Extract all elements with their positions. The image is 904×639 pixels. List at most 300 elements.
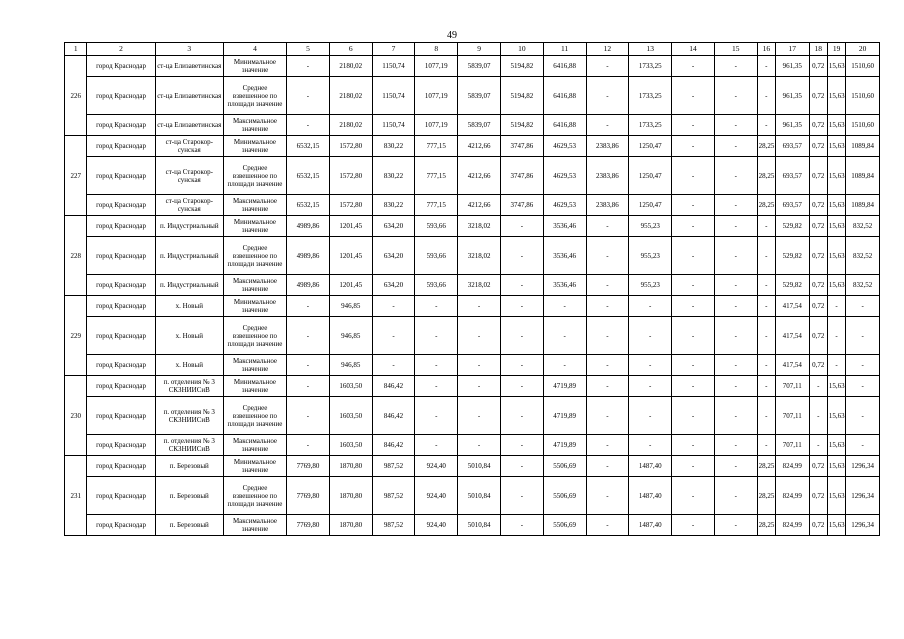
- table-cell: -: [586, 355, 629, 376]
- table-cell: 1603,50: [329, 435, 372, 456]
- table-cell: п. Березовый: [155, 515, 223, 536]
- table-cell: 15,63: [827, 477, 845, 515]
- table-cell: -: [500, 216, 543, 237]
- table-cell: -: [757, 317, 775, 355]
- table-cell: -: [458, 435, 501, 456]
- table-cell: -: [629, 435, 672, 456]
- table-cell: -: [714, 136, 757, 157]
- table-cell: 7769,80: [287, 515, 330, 536]
- table-cell: 15,63: [827, 435, 845, 456]
- table-cell: 28,25: [757, 477, 775, 515]
- table-cell: 830,22: [372, 136, 415, 157]
- table-cell: -: [287, 376, 330, 397]
- table-cell: п. отделения № 3 СКЗНИИСиВ: [155, 376, 223, 397]
- table-cell: 3218,02: [458, 237, 501, 275]
- table-cell: 1201,45: [329, 216, 372, 237]
- table-cell: 1250,47: [629, 136, 672, 157]
- table-row: [65, 435, 880, 456]
- table-cell: -: [586, 77, 629, 115]
- table-cell: 1870,80: [329, 456, 372, 477]
- table-cell: 15,63: [827, 115, 845, 136]
- table-cell: 593,66: [415, 237, 458, 275]
- column-header: 6: [329, 43, 372, 56]
- table-cell: -: [500, 237, 543, 275]
- table-cell: 6416,88: [543, 77, 586, 115]
- table-cell: 4719,89: [543, 397, 586, 435]
- table-cell: -: [287, 115, 330, 136]
- table-cell: 15,63: [827, 136, 845, 157]
- table-cell: -: [672, 195, 715, 216]
- row-number: 229: [65, 296, 87, 376]
- table-cell: 15,63: [827, 237, 845, 275]
- table-cell: -: [672, 275, 715, 296]
- table-cell: 824,99: [775, 515, 809, 536]
- table-cell: -: [672, 77, 715, 115]
- table-cell: 634,20: [372, 237, 415, 275]
- table-cell: 15,63: [827, 376, 845, 397]
- table-cell: -: [672, 216, 715, 237]
- table-cell: город Краснодар: [87, 56, 155, 77]
- table-cell: 1077,19: [415, 56, 458, 77]
- table-cell: -: [672, 115, 715, 136]
- table-cell: 5010,84: [458, 515, 501, 536]
- row-number: 226: [65, 56, 87, 136]
- table-cell: 28,25: [757, 515, 775, 536]
- table-cell: ст-ца Старокор-сунская: [155, 157, 223, 195]
- column-header: 11: [543, 43, 586, 56]
- table-cell: -: [415, 355, 458, 376]
- table-cell: -: [846, 397, 880, 435]
- table-cell: 4212,66: [458, 136, 501, 157]
- table-cell: Минимальное значение: [223, 296, 286, 317]
- table-cell: -: [809, 397, 827, 435]
- table-cell: 5506,69: [543, 515, 586, 536]
- table-cell: 946,85: [329, 355, 372, 376]
- row-number: 231: [65, 456, 87, 536]
- table-cell: -: [714, 56, 757, 77]
- table-cell: 2383,86: [586, 157, 629, 195]
- table-row: [65, 477, 880, 515]
- table-cell: 2383,86: [586, 136, 629, 157]
- column-header: 5: [287, 43, 330, 56]
- table-cell: 1250,47: [629, 195, 672, 216]
- table-cell: 15,63: [827, 515, 845, 536]
- table-cell: -: [672, 157, 715, 195]
- table-cell: город Краснодар: [87, 275, 155, 296]
- table-cell: город Краснодар: [87, 195, 155, 216]
- table-cell: 15,63: [827, 397, 845, 435]
- table-cell: 5839,07: [458, 77, 501, 115]
- column-header: 20: [846, 43, 880, 56]
- table-cell: -: [672, 355, 715, 376]
- table-cell: 1487,40: [629, 515, 672, 536]
- table-cell: ст-ца Старокор-сунская: [155, 195, 223, 216]
- table-cell: 946,85: [329, 317, 372, 355]
- table-cell: -: [629, 397, 672, 435]
- table-cell: -: [586, 435, 629, 456]
- column-header: 7: [372, 43, 415, 56]
- table-cell: -: [586, 317, 629, 355]
- table-cell: 7769,80: [287, 456, 330, 477]
- table-cell: -: [757, 296, 775, 317]
- table-row: [65, 456, 880, 477]
- table-cell: Максимальное значение: [223, 515, 286, 536]
- table-cell: -: [415, 397, 458, 435]
- table-cell: -: [372, 355, 415, 376]
- table-cell: -: [714, 515, 757, 536]
- table-cell: -: [500, 515, 543, 536]
- column-header: 12: [586, 43, 629, 56]
- table-cell: 4629,53: [543, 136, 586, 157]
- table-cell: -: [672, 435, 715, 456]
- table-cell: город Краснодар: [87, 477, 155, 515]
- table-cell: 5010,84: [458, 477, 501, 515]
- table-cell: -: [672, 397, 715, 435]
- table-cell: 1077,19: [415, 77, 458, 115]
- table-cell: ст-ца Елизаветинская: [155, 77, 223, 115]
- table-cell: 830,22: [372, 195, 415, 216]
- table-cell: -: [846, 355, 880, 376]
- table-cell: 4629,53: [543, 157, 586, 195]
- table-cell: 4989,86: [287, 237, 330, 275]
- table-cell: 0,72: [809, 157, 827, 195]
- table-cell: 0,72: [809, 296, 827, 317]
- table-cell: -: [827, 317, 845, 355]
- table-cell: -: [809, 376, 827, 397]
- table-cell: -: [714, 376, 757, 397]
- table-cell: 0,72: [809, 56, 827, 77]
- table-cell: -: [500, 477, 543, 515]
- table-cell: -: [757, 56, 775, 77]
- table-cell: -: [458, 397, 501, 435]
- table-cell: 5839,07: [458, 56, 501, 77]
- table-cell: -: [672, 515, 715, 536]
- column-header: 18: [809, 43, 827, 56]
- table-cell: -: [757, 376, 775, 397]
- table-cell: 0,72: [809, 515, 827, 536]
- table-cell: -: [672, 296, 715, 317]
- table-cell: 15,63: [827, 456, 845, 477]
- table-row: [65, 397, 880, 435]
- table-cell: -: [757, 115, 775, 136]
- table-cell: -: [586, 456, 629, 477]
- table-cell: 1572,80: [329, 195, 372, 216]
- table-cell: -: [714, 317, 757, 355]
- table-cell: 1572,80: [329, 157, 372, 195]
- table-cell: 961,35: [775, 115, 809, 136]
- table-cell: 6416,88: [543, 115, 586, 136]
- table-cell: х. Новый: [155, 317, 223, 355]
- table-cell: 3536,46: [543, 275, 586, 296]
- table-cell: 1733,25: [629, 115, 672, 136]
- table-cell: 955,23: [629, 275, 672, 296]
- table-cell: город Краснодар: [87, 216, 155, 237]
- table-cell: 1296,34: [846, 477, 880, 515]
- table-cell: 693,57: [775, 157, 809, 195]
- table-cell: -: [543, 317, 586, 355]
- table-cell: 3536,46: [543, 216, 586, 237]
- table-cell: -: [714, 157, 757, 195]
- table-cell: -: [757, 435, 775, 456]
- table-cell: 693,57: [775, 195, 809, 216]
- column-header: 13: [629, 43, 672, 56]
- table-cell: -: [500, 296, 543, 317]
- table-cell: город Краснодар: [87, 456, 155, 477]
- table-cell: -: [757, 397, 775, 435]
- table-cell: город Краснодар: [87, 515, 155, 536]
- table-cell: -: [714, 115, 757, 136]
- table-cell: 832,52: [846, 275, 880, 296]
- table-cell: п. отделения № 3 СКЗНИИСиВ: [155, 397, 223, 435]
- table-cell: -: [846, 435, 880, 456]
- table-cell: -: [714, 477, 757, 515]
- table-cell: 777,15: [415, 157, 458, 195]
- table-cell: 634,20: [372, 216, 415, 237]
- table-cell: 15,63: [827, 56, 845, 77]
- table-cell: 987,52: [372, 477, 415, 515]
- table-cell: 3747,86: [500, 136, 543, 157]
- table-cell: ст-ца Елизаветинская: [155, 56, 223, 77]
- table-cell: -: [586, 397, 629, 435]
- table-row: [65, 296, 880, 317]
- table-cell: 846,42: [372, 435, 415, 456]
- table-cell: п. Индустриальный: [155, 275, 223, 296]
- table-cell: -: [714, 237, 757, 275]
- table-cell: город Краснодар: [87, 376, 155, 397]
- table-cell: 529,82: [775, 275, 809, 296]
- table-cell: 5506,69: [543, 456, 586, 477]
- table-cell: 846,42: [372, 376, 415, 397]
- table-cell: 28,25: [757, 456, 775, 477]
- table-cell: 1510,60: [846, 77, 880, 115]
- table-cell: 593,66: [415, 216, 458, 237]
- table-cell: 0,72: [809, 216, 827, 237]
- table-row: [65, 216, 880, 237]
- table-cell: 0,72: [809, 355, 827, 376]
- table-cell: 2180,02: [329, 56, 372, 77]
- column-header: 14: [672, 43, 715, 56]
- table-cell: -: [672, 56, 715, 77]
- table-cell: 832,52: [846, 216, 880, 237]
- table-cell: 777,15: [415, 136, 458, 157]
- table-cell: 832,52: [846, 237, 880, 275]
- table-cell: 4989,86: [287, 216, 330, 237]
- table-cell: 6532,15: [287, 136, 330, 157]
- table-cell: -: [757, 237, 775, 275]
- table-cell: 946,85: [329, 296, 372, 317]
- table-cell: 417,54: [775, 296, 809, 317]
- table-cell: 0,72: [809, 136, 827, 157]
- table-cell: -: [500, 376, 543, 397]
- table-cell: 3747,86: [500, 195, 543, 216]
- table-cell: 417,54: [775, 317, 809, 355]
- column-header: 3: [155, 43, 223, 56]
- table-cell: 4989,86: [287, 275, 330, 296]
- table-cell: 28,25: [757, 157, 775, 195]
- table-cell: 1250,47: [629, 157, 672, 195]
- table-cell: Среднее взвешенное по площади значение: [223, 77, 286, 115]
- table-cell: 3218,02: [458, 275, 501, 296]
- table-cell: -: [757, 77, 775, 115]
- table-cell: -: [586, 275, 629, 296]
- table-cell: город Краснодар: [87, 355, 155, 376]
- table-cell: 4629,53: [543, 195, 586, 216]
- table-cell: 3536,46: [543, 237, 586, 275]
- table-cell: 1572,80: [329, 136, 372, 157]
- table-cell: 1487,40: [629, 477, 672, 515]
- table-cell: Максимальное значение: [223, 435, 286, 456]
- table-cell: 830,22: [372, 157, 415, 195]
- table-cell: 634,20: [372, 275, 415, 296]
- table-cell: -: [287, 435, 330, 456]
- table-cell: -: [287, 77, 330, 115]
- table-cell: п. Березовый: [155, 456, 223, 477]
- table-cell: 1077,19: [415, 115, 458, 136]
- table-cell: 4719,89: [543, 435, 586, 456]
- table-cell: 5194,82: [500, 115, 543, 136]
- table-cell: -: [714, 296, 757, 317]
- table-cell: -: [372, 317, 415, 355]
- table-cell: город Краснодар: [87, 136, 155, 157]
- table-cell: -: [672, 237, 715, 275]
- table-cell: п. Индустриальный: [155, 237, 223, 275]
- table-cell: -: [672, 376, 715, 397]
- table-cell: 28,25: [757, 195, 775, 216]
- table-cell: п. Березовый: [155, 477, 223, 515]
- table-cell: Минимальное значение: [223, 56, 286, 77]
- table-cell: -: [372, 296, 415, 317]
- column-header: 17: [775, 43, 809, 56]
- table-cell: -: [672, 317, 715, 355]
- table-cell: 6532,15: [287, 157, 330, 195]
- table-cell: -: [714, 397, 757, 435]
- table-cell: 0,72: [809, 115, 827, 136]
- column-header: 19: [827, 43, 845, 56]
- table-cell: 593,66: [415, 275, 458, 296]
- table-cell: -: [415, 317, 458, 355]
- table-cell: 15,63: [827, 216, 845, 237]
- table-cell: 529,82: [775, 237, 809, 275]
- table-cell: -: [500, 456, 543, 477]
- table-cell: 1296,34: [846, 515, 880, 536]
- table-cell: 5506,69: [543, 477, 586, 515]
- table-cell: Максимальное значение: [223, 115, 286, 136]
- table-cell: -: [714, 435, 757, 456]
- table-cell: -: [415, 376, 458, 397]
- table-cell: 1487,40: [629, 456, 672, 477]
- table-cell: -: [287, 355, 330, 376]
- table-cell: -: [672, 477, 715, 515]
- table-cell: -: [629, 355, 672, 376]
- table-cell: 777,15: [415, 195, 458, 216]
- table-cell: 1089,84: [846, 195, 880, 216]
- table-cell: 0,72: [809, 77, 827, 115]
- table-cell: 5010,84: [458, 456, 501, 477]
- table-cell: -: [714, 456, 757, 477]
- table-cell: 0,72: [809, 275, 827, 296]
- table-cell: 987,52: [372, 456, 415, 477]
- table-row: [65, 237, 880, 275]
- column-header: 4: [223, 43, 286, 56]
- table-cell: -: [458, 376, 501, 397]
- table-cell: 707,11: [775, 376, 809, 397]
- table-cell: -: [586, 216, 629, 237]
- table-cell: 2180,02: [329, 77, 372, 115]
- table-cell: 6532,15: [287, 195, 330, 216]
- table-row: [65, 515, 880, 536]
- table-cell: -: [714, 355, 757, 376]
- table-row: [65, 355, 880, 376]
- table-cell: Среднее взвешенное по площади значение: [223, 397, 286, 435]
- table-cell: -: [846, 296, 880, 317]
- table-cell: -: [500, 275, 543, 296]
- column-header: 1: [65, 43, 87, 56]
- table-cell: -: [629, 317, 672, 355]
- table-cell: 15,63: [827, 157, 845, 195]
- data-table: [64, 42, 880, 536]
- table-cell: -: [586, 376, 629, 397]
- table-cell: -: [586, 296, 629, 317]
- table-cell: город Краснодар: [87, 435, 155, 456]
- table-cell: -: [415, 296, 458, 317]
- table-cell: 2180,02: [329, 115, 372, 136]
- table-cell: 529,82: [775, 216, 809, 237]
- table-cell: город Краснодар: [87, 157, 155, 195]
- table-cell: п. отделения № 3 СКЗНИИСиВ: [155, 435, 223, 456]
- table-cell: город Краснодар: [87, 237, 155, 275]
- table-row: [65, 376, 880, 397]
- table-cell: город Краснодар: [87, 77, 155, 115]
- table-cell: город Краснодар: [87, 115, 155, 136]
- table-cell: 5839,07: [458, 115, 501, 136]
- table-cell: -: [543, 296, 586, 317]
- table-cell: -: [500, 435, 543, 456]
- table-cell: 3747,86: [500, 157, 543, 195]
- table-cell: город Краснодар: [87, 296, 155, 317]
- table-cell: 955,23: [629, 216, 672, 237]
- table-cell: 924,40: [415, 477, 458, 515]
- table-cell: 846,42: [372, 397, 415, 435]
- table-cell: 5194,82: [500, 56, 543, 77]
- table-cell: 1733,25: [629, 56, 672, 77]
- table-cell: город Краснодар: [87, 397, 155, 435]
- table-cell: -: [500, 397, 543, 435]
- table-cell: -: [827, 355, 845, 376]
- table-row: [65, 56, 880, 77]
- table-cell: 824,99: [775, 477, 809, 515]
- table-cell: -: [629, 296, 672, 317]
- table-cell: 1296,34: [846, 456, 880, 477]
- table-cell: Минимальное значение: [223, 376, 286, 397]
- table-cell: Максимальное значение: [223, 275, 286, 296]
- table-cell: Максимальное значение: [223, 195, 286, 216]
- row-number: 227: [65, 136, 87, 216]
- table-cell: -: [809, 435, 827, 456]
- table-cell: 987,52: [372, 515, 415, 536]
- table-cell: 1089,84: [846, 136, 880, 157]
- table-cell: Минимальное значение: [223, 136, 286, 157]
- table-cell: 1089,84: [846, 157, 880, 195]
- table-cell: Среднее взвешенное по площади значение: [223, 237, 286, 275]
- table-cell: п. Индустриальный: [155, 216, 223, 237]
- table-cell: -: [287, 56, 330, 77]
- table-cell: 6416,88: [543, 56, 586, 77]
- table-cell: 1201,45: [329, 275, 372, 296]
- row-number: 228: [65, 216, 87, 296]
- table-cell: х. Новый: [155, 355, 223, 376]
- table-cell: 693,57: [775, 136, 809, 157]
- table-cell: 15,63: [827, 275, 845, 296]
